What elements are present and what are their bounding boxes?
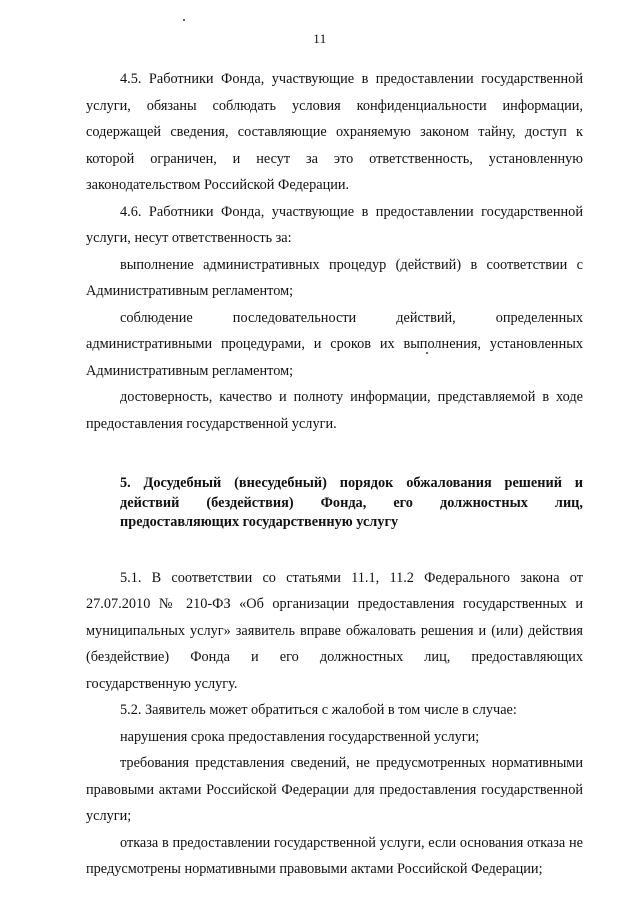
list-item-deadline: нарушения срока предоставления государственной услуги; (120, 728, 480, 745)
scan-speck (183, 19, 185, 21)
list-item-reliability: достоверность, качество и полноту информации, представляемой в ходе предоставления государственной услуги. (86, 389, 583, 432)
paragraph-4-6: 4.6. Работники Фонда, участвующие в предоставлении государственной услуги, несут ответственность за: (86, 203, 583, 246)
document-body (86, 66, 583, 883)
list-item-sequence: соблюдение последовательности действий, определенных административными процедурами, и сроков их выполнения, установленных Административным регламентом; (86, 309, 583, 379)
list-item-procedures: выполнение административных процедур (действий) в соответствии с Административным регламентом; (86, 256, 583, 299)
page-number: 11 (313, 31, 327, 46)
paragraph-5-2: 5.2. Заявитель может обратиться с жалобой в том числе в случае: (120, 702, 517, 718)
paragraph-4-5: 4.5. Работники Фонда, участвующие в предоставлении государственной услуги, обязаны соблюдать условия конфиденциальности информации, содержащей сведения, составляющие охраняемую законом тайну, доступ к которой ограничен, и несут за это ответственность, установленную законодательством Российской Федерации. (86, 71, 583, 193)
section-heading-5: 5. Досудебный (внесудебный) порядок обжалования решений и действий (бездействия) Фонда, его должностных лиц, предоставляющих государственную услугу (120, 475, 583, 530)
list-item-requirements: требования представления сведений, не предусмотренных нормативными правовыми актами Российской Федерации для предоставления государственной услуги; (86, 755, 583, 824)
list-item-refusal: отказа в предоставлении государственной услуги, если основания отказа не предусмотрены нормативными правовыми актами Российской Федерации; (86, 834, 583, 877)
scan-speck (426, 352, 428, 354)
paragraph-5-1: 5.1. В соответствии со статьями 11.1, 11.2 Федерального закона от 27.07.2010 № 210-ФЗ «Об организации предоставления государственных и муниципальных услуг» заявитель вправе обжаловать решения и (или) действия (бездействие) Фонда и его должностных лиц, предоставляющих государственную услугу. (86, 569, 583, 692)
